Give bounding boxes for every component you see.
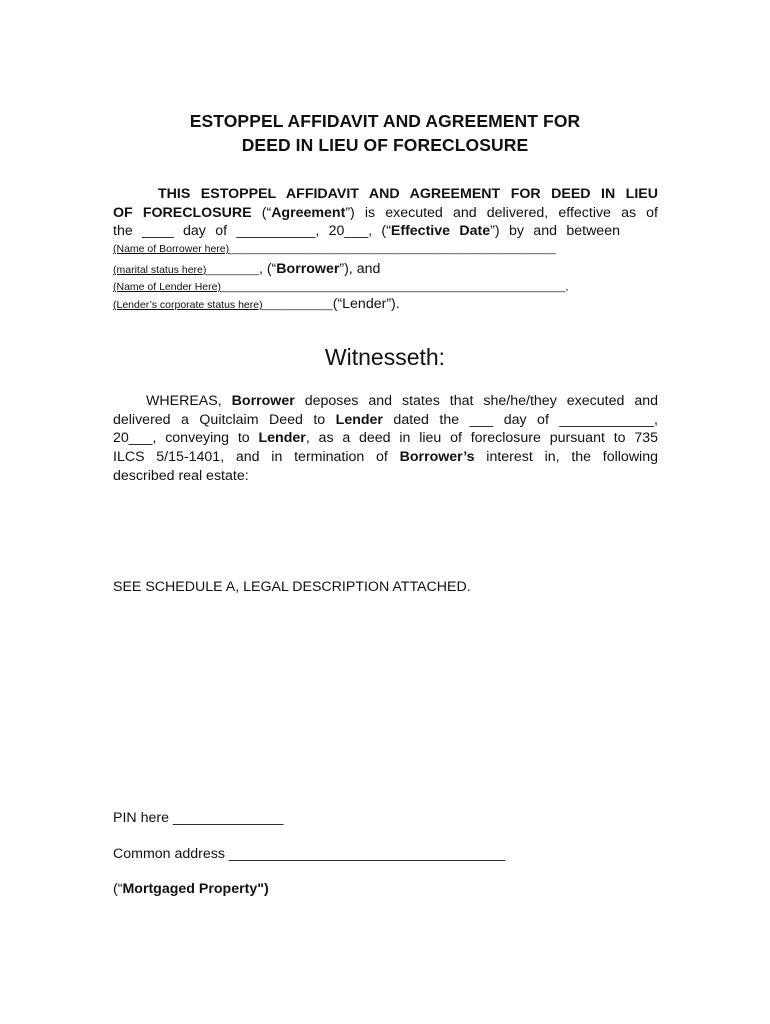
whereas-line-2 xyxy=(113,411,658,430)
whereas-text: , as a deed in lieu of foreclosure pursuant to 735 xyxy=(305,430,658,447)
document-title-line-2: DEED IN LIEU OF FORECLOSURE xyxy=(241,135,529,155)
whereas-text: ILCS 5/15-1401, and in termination of xyxy=(113,449,400,466)
intro-text: ”) by and between xyxy=(490,223,620,240)
intro-paragraph xyxy=(113,185,658,241)
borrower-name-placeholder: (Name of Borrower here) xyxy=(113,243,230,255)
term-lender: Lender xyxy=(258,430,306,447)
lender-name-field xyxy=(113,281,568,293)
document-title-line-1: ESTOPPEL AFFIDAVIT AND AGREEMENT FOR xyxy=(189,111,581,131)
whereas-line-5: described real estate: xyxy=(113,467,249,484)
mortgaged-property-definition xyxy=(113,881,269,897)
intro-heading-text-2: OF FORECLOSURE xyxy=(113,204,252,221)
whereas-text: deposes and states that she/he/they executed and xyxy=(294,393,658,409)
term-lender: Lender xyxy=(335,411,383,428)
whereas-text: dated the ___ day of ____________, xyxy=(382,411,658,428)
intro-line-3 xyxy=(113,222,620,241)
schedule-a-reference: SEE SCHEDULE A, LEGAL DESCRIPTION ATTACHED. xyxy=(113,579,471,595)
whereas-text: delivered a Quitclaim Deed to xyxy=(113,411,336,428)
whereas-paragraph xyxy=(113,392,658,486)
lender-name-placeholder: (Name of Lender Here) xyxy=(113,281,221,293)
intro-line-2 xyxy=(113,204,658,223)
term-borrowers: Borrower’s xyxy=(399,449,475,466)
defined-term-mortgaged-property: Mortgaged Property") xyxy=(122,881,269,897)
whereas-line-4 xyxy=(113,448,658,467)
defined-term-lender: (“Lender”). xyxy=(332,296,400,312)
mortgaged-property-quote: (“ xyxy=(113,881,123,897)
intro-heading-text: THIS ESTOPPEL AFFIDAVIT AND AGREEMENT FOR DEED IN LIEU xyxy=(158,186,658,202)
lender-status-field xyxy=(113,298,400,311)
defined-term-agreement: Agreement xyxy=(271,204,346,221)
marital-status-placeholder: (marital status here) xyxy=(113,264,207,276)
intro-line-1 xyxy=(113,185,658,204)
defined-term-borrower: Borrower xyxy=(276,261,340,277)
borrower-def-text: , (“ xyxy=(258,261,277,277)
term-borrower: Borrower xyxy=(231,393,295,409)
lender-name-blank: ___________________________________________________________, xyxy=(220,281,569,293)
intro-text: the ____ day of __________, 20___, (“ xyxy=(113,223,391,240)
intro-text: (“ xyxy=(251,204,272,221)
defined-term-effective-date: Effective Date xyxy=(390,223,491,240)
whereas-text: interest in, the following xyxy=(474,449,658,466)
lender-status-blank: ____________ xyxy=(262,299,333,311)
witnesseth-heading: Witnesseth: xyxy=(324,344,446,370)
common-address-field: Common address ___________________________________ xyxy=(113,846,506,862)
lender-status-placeholder: (Lender’s corporate status here) xyxy=(113,299,263,311)
marital-status-blank: _________ xyxy=(206,264,259,276)
borrower-def-text: ”), and xyxy=(339,261,381,277)
whereas-text: WHEREAS, xyxy=(146,393,232,409)
intro-text: ”) is executed and delivered, effective as of xyxy=(345,204,659,221)
marital-status-field xyxy=(113,263,380,276)
borrower-name-field xyxy=(113,243,556,255)
pin-field: PIN here ______________ xyxy=(113,810,284,826)
borrower-name-blank: ________________________________________________________ xyxy=(229,243,557,255)
whereas-line-1 xyxy=(113,392,658,411)
whereas-line-3 xyxy=(113,429,658,448)
whereas-text: 20___, conveying to xyxy=(113,430,259,447)
